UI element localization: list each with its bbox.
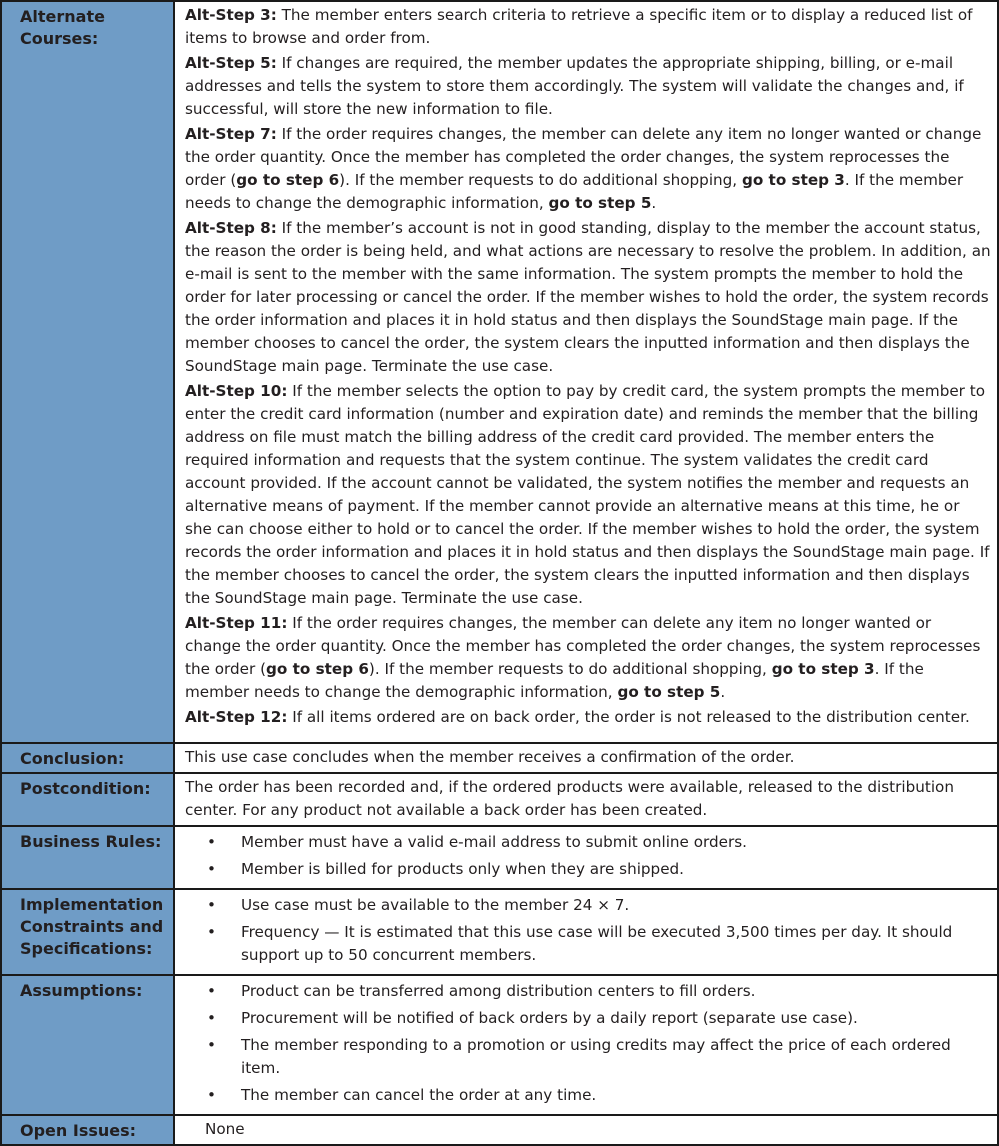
alt-step-3 — [185, 4, 991, 50]
goto-step-reference: go to step 6 — [266, 660, 369, 678]
bullet-icon: • — [207, 833, 216, 851]
assumptions-content — [174, 975, 998, 1115]
assumptions-label: Assumptions: — [1, 975, 174, 1115]
alt-step-label: Alt-Step 3: — [185, 6, 277, 24]
alt-step-text: ). If the member requests to do additional shopping, — [339, 171, 742, 189]
implementation-label — [1, 889, 174, 975]
alternate-courses-row — [1, 1, 998, 743]
bullet-icon: • — [207, 923, 216, 941]
bullet-icon: • — [207, 1036, 216, 1054]
alt-step-label: Alt-Step 10: — [185, 382, 288, 400]
business-rules-label: Business Rules: — [1, 826, 174, 889]
alt-step-text: ). If the member requests to do additional shopping, — [368, 660, 772, 678]
assumptions-row — [1, 975, 998, 1115]
list-item — [185, 1034, 991, 1080]
postcondition-row — [1, 773, 998, 826]
bullet-icon: • — [207, 982, 216, 1000]
alt-step-text: If the member selects the option to pay by credit card, the system prompts the member to enter the credit card information (number and expiration date) and reminds the member that the billing address on file must match the billing address of the credit card provided. The member enters the required information and requests that the system continue. The system validates the credit card account provided. If the account cannot be validated, the system notifies the member and requests an alternative means of payment. If the member cannot provide an alternative means at this time, he or she can choose either to hold or to cancel the order. If the member wishes to hold the order, the system records the order information and places it in hold status and then displays the SoundStage main page. If the member chooses to cancel the order, the system clears the inputted information and then displays the SoundStage main page. Terminate the use case. — [185, 382, 990, 607]
business-rules-content — [174, 826, 998, 889]
conclusion-text: This use case concludes when the member receives a confirmation of the order. — [174, 743, 998, 773]
implementation-label-line: Constraints and — [20, 917, 164, 936]
list-item-text: Frequency — It is estimated that this use case will be executed 3,500 times per day. It should support up to 50 concurrent members. — [241, 923, 953, 964]
list-item-text: Procurement will be notified of back orders by a daily report (separate use case). — [241, 1009, 858, 1027]
list-item-text: Member must have a valid e-mail address to submit online orders. — [241, 833, 747, 851]
implementation-label-line: Implementation — [20, 895, 164, 914]
business-rules-row — [1, 826, 998, 889]
alt-step-text: If changes are required, the member updates the appropriate shipping, billing, or e-mail addresses and tells the system to store them accordingly. The system will validate the changes and, if successful, will store the new information to file. — [185, 54, 964, 118]
postcondition-label: Postcondition: — [1, 773, 174, 826]
implementation-label-line: Specifications: — [20, 939, 153, 958]
business-rules-list — [185, 831, 991, 881]
open-issues-label: Open Issues: — [1, 1115, 174, 1145]
postcondition-text: The order has been recorded and, if the ordered products were available, released to the distribution center. For any product not available a back order has been created. — [174, 773, 998, 826]
list-item — [185, 858, 991, 881]
bullet-icon: • — [207, 1009, 216, 1027]
alt-step-label: Alt-Step 7: — [185, 125, 277, 143]
bullet-icon: • — [207, 896, 216, 914]
goto-step-reference: go to step 5 — [548, 194, 652, 212]
list-item — [185, 1007, 991, 1030]
goto-step-reference: go to step 5 — [617, 683, 721, 701]
list-item-text: The member can cancel the order at any time. — [241, 1086, 597, 1104]
list-item — [185, 831, 991, 854]
list-item — [185, 894, 991, 917]
list-item-text: The member responding to a promotion or using credits may affect the price of each ordered item. — [241, 1036, 951, 1077]
alt-step-text: If the order requires changes, the member can delete any item no longer wanted or change the order quantity. Once the member has completed the order changes, the system reprocesses the order ( — [185, 614, 981, 678]
list-item-text: Use case must be available to the member 24 × 7. — [241, 896, 630, 914]
alt-step-label: Alt-Step 11: — [185, 614, 288, 632]
goto-step-reference: go to step 3 — [771, 660, 875, 678]
alt-step-11 — [185, 612, 991, 704]
goto-step-reference: go to step 6 — [236, 171, 340, 189]
alt-step-text: . — [720, 683, 726, 701]
conclusion-label: Conclusion: — [1, 743, 174, 773]
open-issues-row — [1, 1115, 998, 1145]
alt-step-7 — [185, 123, 991, 215]
alt-step-text: If the member’s account is not in good standing, display to the member the account status, the reason the order is being held, and what actions are necessary to resolve the problem. In addition, an e-mail is sent to the member with the same information. The system prompts the member to hold the order for later processing or cancel the order. If the member wishes to hold the order, the system records the order information and places it in hold status and then displays the SoundStage main page. If the member chooses to cancel the order, the system clears the inputted information and then displays the SoundStage main page. Terminate the use case. — [185, 219, 991, 375]
alt-step-label: Alt-Step 5: — [185, 54, 277, 72]
alt-step-10 — [185, 380, 991, 610]
conclusion-row — [1, 743, 998, 773]
implementation-list — [185, 894, 991, 967]
alt-step-5 — [185, 52, 991, 121]
list-item-text: Member is billed for products only when they are shipped. — [241, 860, 685, 878]
alt-step-text: . If the member needs to change the demographic information, — [185, 171, 964, 212]
assumptions-list — [185, 980, 991, 1107]
alt-step-text: If all items ordered are on back order, the order is not released to the distribution center. — [292, 708, 970, 726]
list-item — [185, 1084, 991, 1107]
alt-step-text: . — [651, 194, 657, 212]
alt-step-label: Alt-Step 8: — [185, 219, 277, 237]
alt-step-8 — [185, 217, 991, 378]
alt-step-text: The member enters search criteria to retrieve a specific item or to display a reduced list of items to browse and order from. — [185, 6, 973, 47]
implementation-content — [174, 889, 998, 975]
alt-step-label: Alt-Step 12: — [185, 708, 288, 726]
list-item — [185, 980, 991, 1003]
alternate-courses-content — [174, 1, 998, 743]
alt-step-12 — [185, 706, 991, 729]
alt-step-text: . If the member needs to change the demographic information, — [185, 660, 924, 701]
bullet-icon: • — [207, 1086, 216, 1104]
goto-step-reference: go to step 3 — [741, 171, 845, 189]
list-item-text: Product can be transferred among distribution centers to fill orders. — [241, 982, 756, 1000]
list-item — [185, 921, 991, 967]
implementation-row — [1, 889, 998, 975]
alternate-courses-label: Alternate Courses: — [1, 1, 174, 743]
alt-step-text: If the order requires changes, the member can delete any item no longer wanted or change the order quantity. Once the member has completed the order changes, the system reprocesses the order ( — [185, 125, 982, 189]
open-issues-text: None — [174, 1115, 998, 1145]
bullet-icon: • — [207, 860, 216, 878]
